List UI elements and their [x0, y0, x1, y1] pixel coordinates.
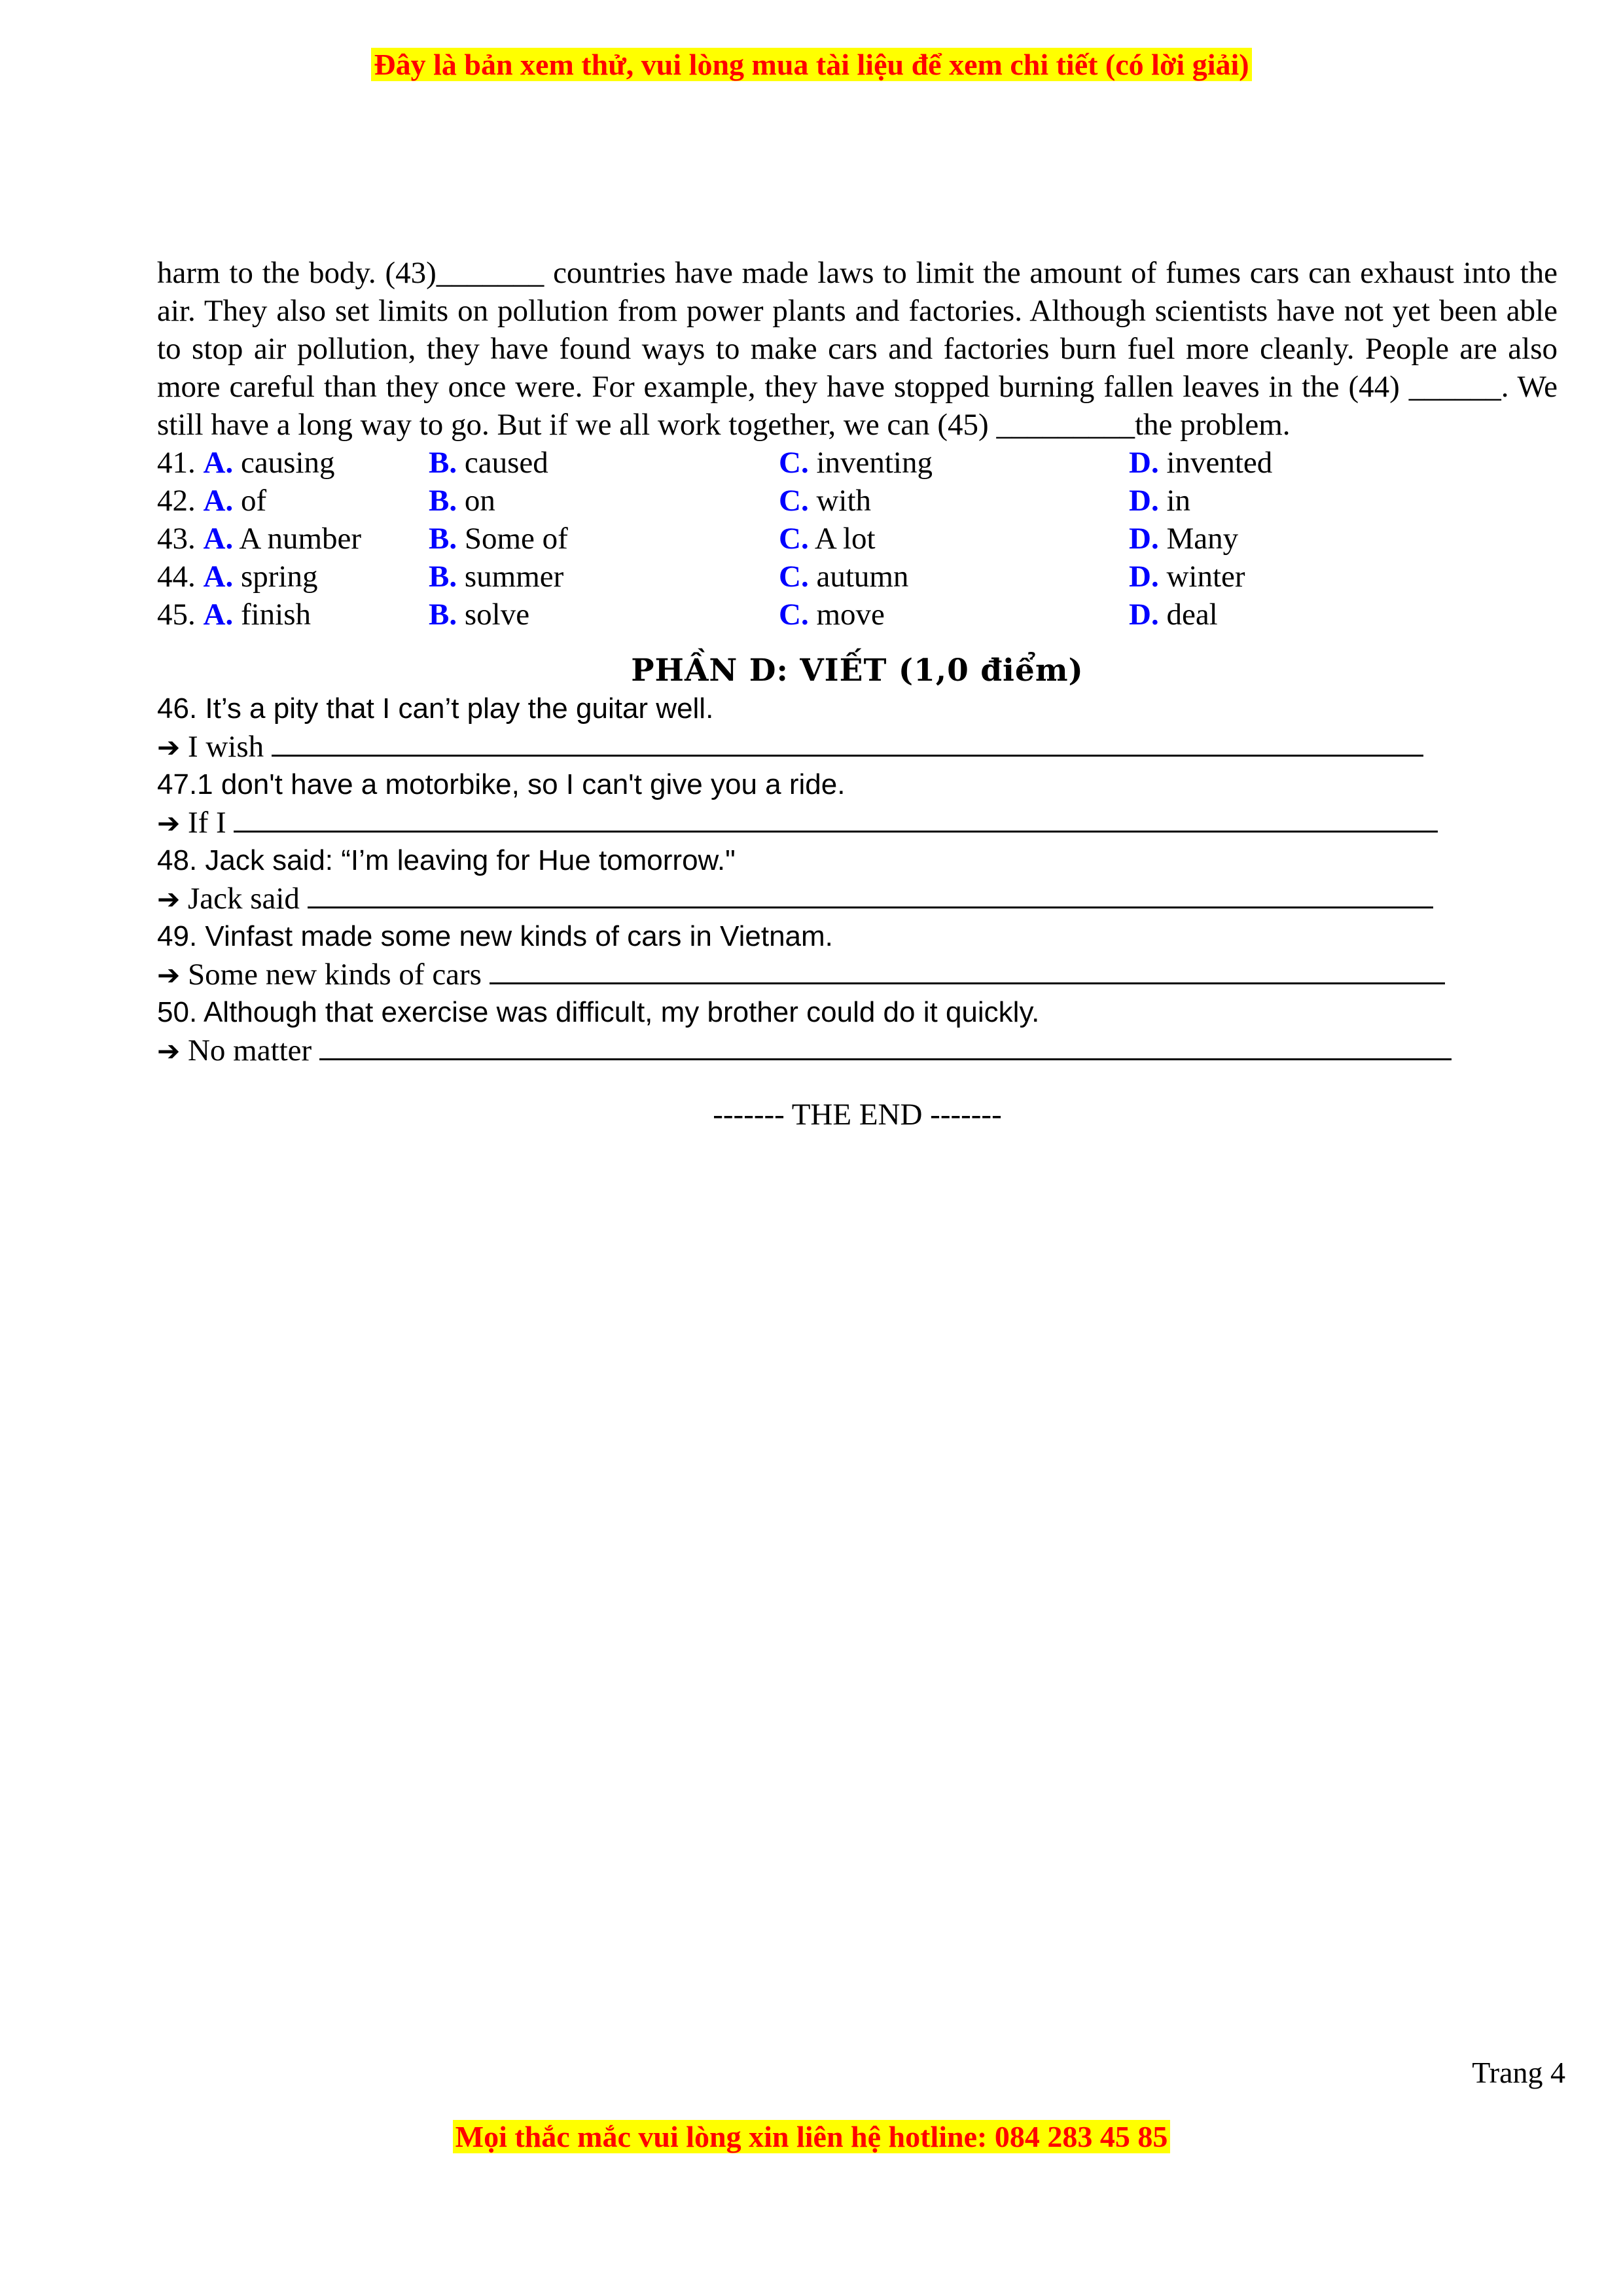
option-letter: B.: [429, 598, 457, 632]
option-text: summer: [464, 560, 564, 594]
question-number: 41.: [157, 446, 196, 480]
arrow-right-icon: ➔: [157, 1035, 181, 1067]
option-text: spring: [240, 560, 318, 594]
end-marker: ------- THE END -------: [713, 1098, 1002, 1132]
option-letter: D.: [1129, 598, 1159, 632]
answer-blank[interactable]: [272, 728, 1423, 757]
option-letter: D.: [1129, 484, 1159, 518]
question-option-a: [157, 558, 429, 596]
question-option-d: [1129, 558, 1479, 596]
question-option-c: [779, 520, 1129, 558]
question-option-d: [1129, 596, 1479, 634]
page-number: Trang 4: [1472, 2056, 1565, 2089]
arrow-right-icon: ➔: [157, 959, 181, 991]
option-text: Some of: [464, 522, 568, 556]
writing-prompt: 50. Although that exercise was difficult, my brother could do it quickly.: [157, 996, 1040, 1028]
answer-start: I wish: [187, 730, 264, 764]
question-option-a: [157, 596, 429, 634]
option-letter: C.: [779, 522, 809, 556]
option-letter: C.: [779, 598, 809, 632]
question-option-a: [157, 520, 429, 558]
question-number: 44.: [157, 560, 196, 594]
question-row: [157, 482, 1558, 520]
hotline-banner: [0, 2119, 1623, 2154]
answer-blank[interactable]: [319, 1032, 1452, 1060]
answer-blank[interactable]: [308, 880, 1433, 908]
option-letter: B.: [429, 560, 457, 594]
option-text: with: [816, 484, 872, 518]
answer-line: [157, 880, 1558, 918]
option-text: inventing: [816, 446, 933, 480]
question-option-b: [429, 482, 779, 520]
question-option-d: [1129, 482, 1479, 520]
option-text: of: [240, 484, 267, 518]
question-option-b: [429, 558, 779, 596]
answer-line: [157, 956, 1558, 994]
option-letter: A.: [203, 522, 234, 556]
option-letter: D.: [1129, 560, 1159, 594]
section-title: PHẦN D: VIẾT (1,0 điểm): [631, 653, 1084, 689]
writing-prompt: 46. It’s a pity that I can’t play the guitar well.: [157, 692, 714, 725]
answer-blank[interactable]: [490, 956, 1445, 984]
option-letter: B.: [429, 522, 457, 556]
answer-blank[interactable]: [234, 804, 1438, 833]
option-letter: A.: [203, 484, 234, 518]
question-option-d: [1129, 520, 1479, 558]
option-letter: C.: [779, 484, 809, 518]
question-number: 43.: [157, 522, 196, 556]
question-option-b: [429, 444, 779, 482]
preview-banner: [0, 47, 1623, 82]
question-number: 42.: [157, 484, 196, 518]
option-text: on: [464, 484, 495, 518]
option-letter: B.: [429, 484, 457, 518]
question-row: [157, 520, 1558, 558]
option-text: caused: [464, 446, 548, 480]
answer-line: [157, 1031, 1558, 1069]
question-row: [157, 444, 1558, 482]
option-letter: D.: [1129, 522, 1159, 556]
option-letter: A.: [203, 598, 234, 632]
arrow-right-icon: ➔: [157, 807, 181, 839]
option-text: Many: [1166, 522, 1239, 556]
answer-start: If I: [187, 806, 226, 840]
option-text: autumn: [816, 560, 909, 594]
question-option-a: [157, 444, 429, 482]
document-page: [157, 254, 1558, 1134]
option-letter: B.: [429, 446, 457, 480]
option-text: A number: [239, 522, 362, 556]
arrow-right-icon: ➔: [157, 883, 181, 915]
hotline-banner-text: Mọi thắc mắc vui lòng xin liên hệ hotline: 084 283 45 85: [453, 2120, 1171, 2153]
answer-start: No matter: [187, 1033, 312, 1067]
preview-banner-text: Đây là bản xem thử, vui lòng mua tài liệu để xem chi tiết (có lời giải): [371, 48, 1251, 81]
option-letter: A.: [203, 446, 234, 480]
writing-prompt: 48. Jack said: “I’m leaving for Hue tomorrow.": [157, 844, 736, 876]
option-text: solve: [464, 598, 530, 632]
question-row: [157, 558, 1558, 596]
option-text: move: [816, 598, 885, 632]
option-text: finish: [240, 598, 312, 632]
answer-start: Jack said: [187, 882, 300, 916]
question-option-d: [1129, 444, 1479, 482]
answer-line: [157, 804, 1558, 842]
option-text: A lot: [814, 522, 876, 556]
option-text: in: [1166, 484, 1191, 518]
option-letter: C.: [779, 446, 809, 480]
option-letter: A.: [203, 560, 234, 594]
question-option-c: [779, 596, 1129, 634]
option-letter: C.: [779, 560, 809, 594]
question-option-c: [779, 558, 1129, 596]
writing-prompt: 47.1 don't have a motorbike, so I can't give you a ride.: [157, 768, 846, 800]
question-option-a: [157, 482, 429, 520]
option-text: causing: [240, 446, 335, 480]
answer-start: Some new kinds of cars: [187, 958, 482, 992]
writing-section: [157, 690, 1558, 1069]
question-option-b: [429, 520, 779, 558]
writing-prompt: 49. Vinfast made some new kinds of cars in Vietnam.: [157, 920, 833, 952]
option-text: deal: [1166, 598, 1218, 632]
option-text: winter: [1166, 560, 1245, 594]
answer-line: [157, 728, 1558, 766]
question-option-c: [779, 482, 1129, 520]
question-number: 45.: [157, 598, 196, 632]
question-option-c: [779, 444, 1129, 482]
option-text: invented: [1166, 446, 1273, 480]
question-option-b: [429, 596, 779, 634]
reading-passage: harm to the body. (43)_______ countries have made laws to limit the amount of fumes cars can exhaust into the air. They also set limits on pollution from power plants and factories. Although scientists have not yet been able to stop air pollution, they have found ways to make cars and factories burn fuel more cleanly. People are also more careful than they once were. For example, they have stopped burning fallen leaves in the (44) ______. We still have a long way to go. But if we all work together, we can (45) _________the problem.: [157, 256, 1558, 442]
option-letter: D.: [1129, 446, 1159, 480]
question-row: [157, 596, 1558, 634]
question-list: [157, 444, 1558, 634]
arrow-right-icon: ➔: [157, 731, 181, 763]
